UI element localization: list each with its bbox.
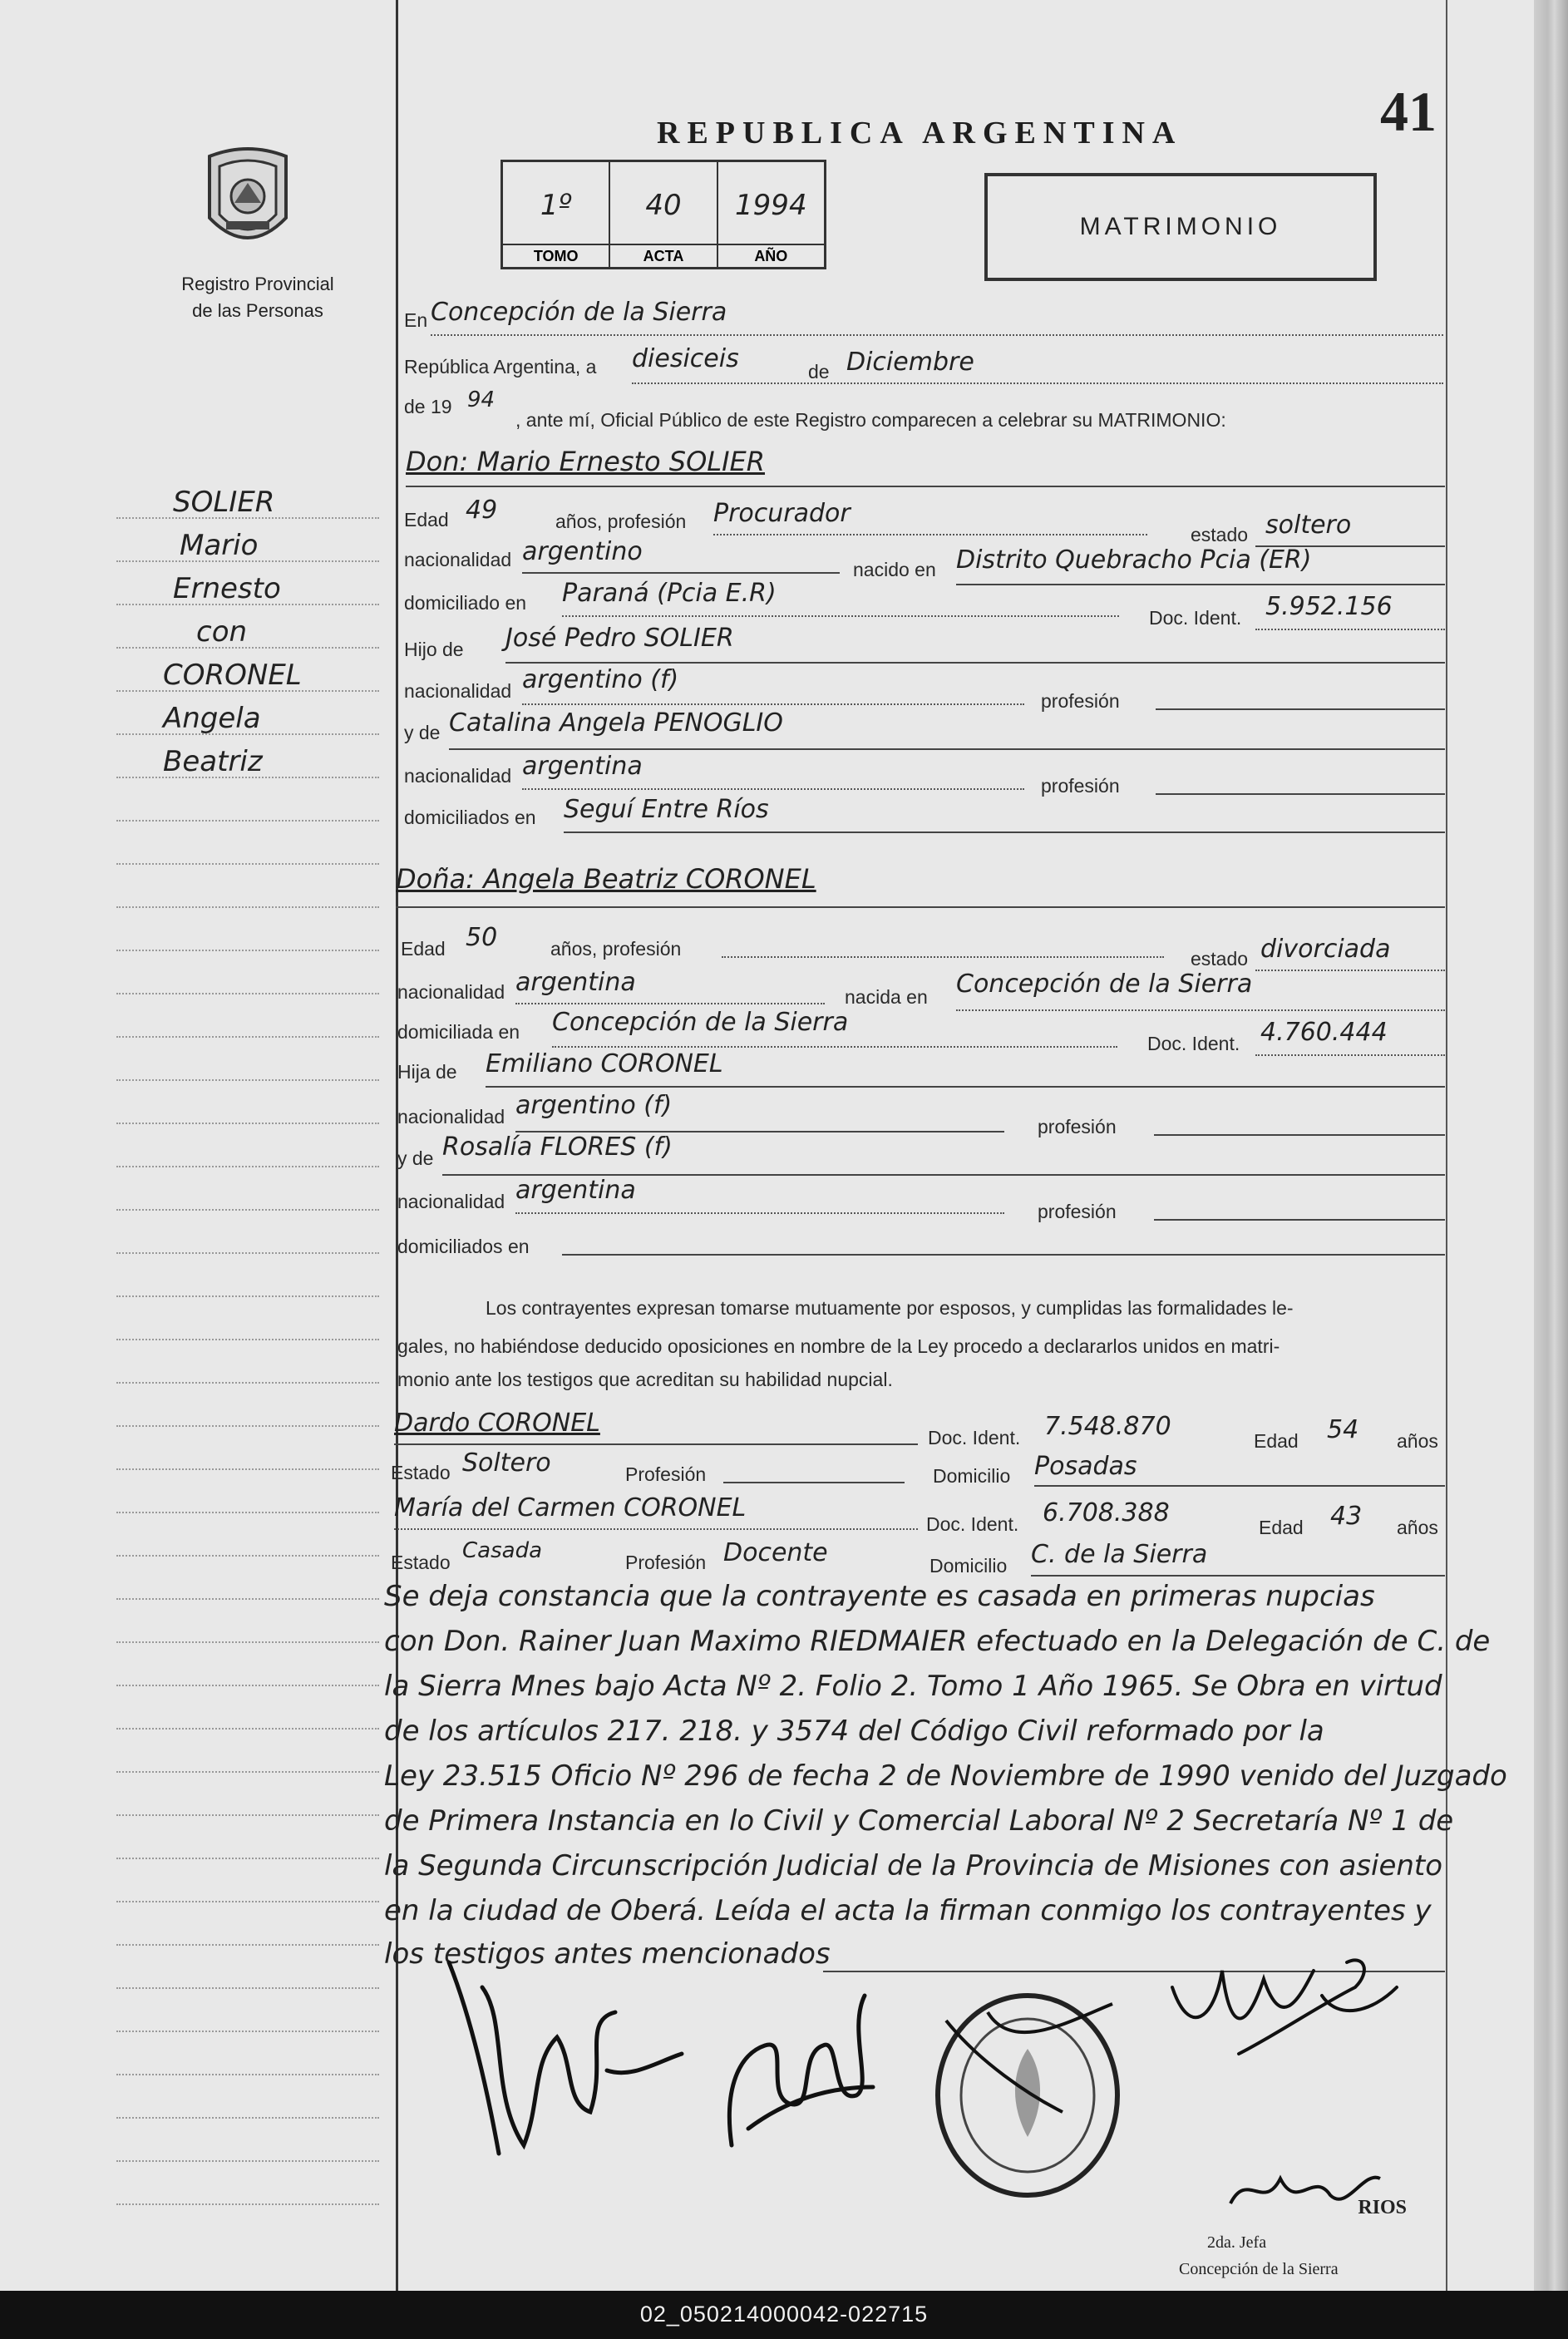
groom-doc-label: Doc. Ident. bbox=[1149, 607, 1242, 629]
declaration-line-3: monio ante los testigos que acreditan su habilidad nupcial. bbox=[397, 1369, 893, 1390]
groom-padre-profesion-line bbox=[1156, 708, 1445, 710]
note-line-6: de Primera Instancia en lo Civil y Comercial Laboral Nº 2 Secretaría Nº 1 de bbox=[384, 1804, 1454, 1838]
official-signature-icon bbox=[1222, 2154, 1388, 2220]
bride-doc-line bbox=[1255, 1054, 1445, 1056]
groom-padre-value: José Pedro SOLIER bbox=[505, 624, 734, 653]
page-edge bbox=[1534, 0, 1568, 2291]
margin-name-1: SOLIER bbox=[173, 486, 275, 519]
margin-name-3: Ernesto bbox=[173, 572, 281, 605]
groom-domiciliados-label: domiciliados en bbox=[404, 807, 536, 828]
groom-edad-label: Edad bbox=[404, 509, 449, 530]
year-prefix: de 19 bbox=[404, 396, 452, 417]
bride-padre-line bbox=[486, 1086, 1445, 1088]
bride-estado-line bbox=[1255, 970, 1445, 971]
tomo-value: 1º bbox=[540, 189, 572, 222]
bride-edad-label: Edad bbox=[401, 938, 446, 960]
note-line-3: la Sierra Mnes bajo Acta Nº 2. Folio 2. Tomo 1 Año 1965. Se Obra en virtud bbox=[384, 1670, 1442, 1703]
de-label: de bbox=[808, 361, 830, 382]
groom-madre-profesion-line bbox=[1156, 793, 1445, 795]
groom-estado-label: estado bbox=[1191, 524, 1249, 545]
note-line-5: Ley 23.515 Oficio Nº 296 de fecha 2 de Noviembre de 1990 venido del Juzgado bbox=[384, 1759, 1507, 1793]
note-line-8: en la ciudad de Oberá. Leída el acta la firman conmigo los contrayentes y bbox=[384, 1894, 1432, 1927]
margin-name-4: con bbox=[196, 615, 248, 649]
witness-1-edad-label: Edad bbox=[1254, 1430, 1299, 1452]
image-filename: 02_050214000042-022715 bbox=[639, 2302, 929, 2327]
witness-1-doc-label: Doc. Ident. bbox=[928, 1427, 1021, 1448]
intro-statement: , ante mí, Oficial Público de este Registro comparecen a celebrar su MATRIMONIO: bbox=[515, 409, 1226, 431]
witness-2-estado-label: Estado bbox=[391, 1552, 451, 1573]
groom-profesion-line bbox=[713, 534, 1147, 535]
groom-nacido-value: Distrito Quebracho Pcia (ER) bbox=[956, 545, 1312, 575]
bride-estado-value: divorciada bbox=[1260, 935, 1391, 964]
groom-anos-profesion-label: años, profesión bbox=[555, 511, 687, 532]
witness-2-profesion-value: Docente bbox=[723, 1538, 828, 1567]
groom-estado-value: soltero bbox=[1265, 511, 1352, 540]
document-type-box: MATRIMONIO bbox=[984, 173, 1377, 281]
witness-1-name-line bbox=[394, 1443, 918, 1445]
groom-madre-nac-label: nacionalidad bbox=[404, 765, 512, 787]
margin-name-5: CORONEL bbox=[163, 659, 302, 692]
acta-cell bbox=[610, 162, 717, 267]
groom-header-line bbox=[406, 486, 1445, 487]
witness-2-profesion-label: Profesión bbox=[625, 1552, 707, 1573]
bride-y-de-label: y de bbox=[397, 1147, 434, 1169]
ano-value: 1994 bbox=[735, 189, 807, 222]
witness-1-name: Dardo CORONEL bbox=[394, 1409, 600, 1438]
official-name: RIOS bbox=[1358, 2197, 1407, 2218]
groom-padre-nac-value: argentino (f) bbox=[522, 665, 679, 694]
witness-2-name-line bbox=[394, 1528, 918, 1530]
bride-nacida-label: nacida en bbox=[845, 986, 928, 1008]
bride-madre-nac-line bbox=[515, 1212, 1004, 1214]
groom-padre-nac-label: nacionalidad bbox=[404, 680, 512, 702]
signature-bride-icon bbox=[715, 1979, 881, 2170]
witness-1-doc-value: 7.548.870 bbox=[1044, 1412, 1171, 1441]
groom-nacido-line bbox=[956, 584, 1445, 585]
note-line-1: Se deja constancia que la contrayente es casada en primeras nupcias bbox=[384, 1580, 1375, 1613]
ano-cell bbox=[718, 162, 824, 267]
country-title: REPUBLICA ARGENTINA bbox=[657, 116, 1183, 151]
bride-padre-profesion-label: profesión bbox=[1038, 1116, 1117, 1137]
bride-nacionalidad-label: nacionalidad bbox=[397, 981, 505, 1003]
groom-hijo-label: Hijo de bbox=[404, 639, 464, 660]
witness-1-anos-label: años bbox=[1397, 1430, 1438, 1452]
witness-2-name: María del Carmen CORONEL bbox=[394, 1493, 747, 1522]
bride-doc-value: 4.760.444 bbox=[1260, 1018, 1388, 1047]
witness-1-profesion-line bbox=[723, 1482, 905, 1483]
witness-2-doc-label: Doc. Ident. bbox=[926, 1513, 1019, 1535]
republic-label: República Argentina, a bbox=[404, 356, 597, 377]
witness-1-estado-label: Estado bbox=[391, 1462, 451, 1483]
witness-2-domicilio-line bbox=[1031, 1575, 1445, 1577]
year-value: 94 bbox=[467, 387, 496, 412]
bride-padre-profesion-line bbox=[1154, 1134, 1445, 1136]
bride-domiciliados-line bbox=[562, 1254, 1445, 1256]
groom-domiciliado-value: Paraná (Pcia E.R) bbox=[562, 579, 777, 608]
witness-1-domicilio-line bbox=[1034, 1485, 1445, 1487]
date-line bbox=[632, 382, 1443, 384]
acta-value: 40 bbox=[645, 189, 682, 222]
place-line bbox=[431, 334, 1443, 336]
groom-profesion-value: Procurador bbox=[713, 499, 851, 528]
margin-name-7: Beatriz bbox=[163, 745, 263, 778]
bride-madre-profesion-line bbox=[1154, 1219, 1445, 1221]
tomo-label: TOMO bbox=[503, 244, 609, 267]
groom-domiciliados-value: Seguí Entre Ríos bbox=[564, 795, 769, 824]
signature-witness-icon bbox=[1156, 1937, 1405, 2104]
bride-padre-nac-value: argentino (f) bbox=[515, 1091, 673, 1120]
groom-nacionalidad-value: argentino bbox=[522, 537, 643, 566]
bride-padre-nac-label: nacionalidad bbox=[397, 1106, 505, 1128]
registry-label bbox=[125, 271, 391, 324]
page-number: 41 bbox=[1380, 80, 1437, 143]
bride-domiciliada-label: domiciliada en bbox=[397, 1021, 520, 1043]
bride-profesion-line bbox=[722, 956, 1164, 958]
bride-header: Doña: Angela Beatriz CORONEL bbox=[396, 863, 816, 895]
bride-hija-label: Hija de bbox=[397, 1061, 457, 1083]
bride-madre-nac-label: nacionalidad bbox=[397, 1191, 505, 1212]
bride-madre-nac-value: argentina bbox=[515, 1176, 636, 1205]
witness-2-doc-value: 6.708.388 bbox=[1043, 1498, 1170, 1527]
bride-nacionalidad-value: argentina bbox=[515, 968, 636, 997]
groom-nacionalidad-label: nacionalidad bbox=[404, 549, 512, 570]
witness-2-domicilio-value: C. de la Sierra bbox=[1031, 1540, 1208, 1569]
groom-madre-line bbox=[449, 748, 1445, 750]
groom-domiciliado-label: domiciliado en bbox=[404, 592, 527, 614]
witness-1-estado-value: Soltero bbox=[462, 1448, 551, 1478]
groom-nacido-label: nacido en bbox=[853, 559, 936, 580]
bride-anos-profesion-label: años, profesión bbox=[550, 938, 682, 960]
groom-y-de-label: y de bbox=[404, 722, 441, 743]
groom-padre-line bbox=[505, 662, 1445, 664]
groom-doc-line bbox=[1255, 629, 1445, 630]
right-margin-line bbox=[1446, 0, 1447, 2291]
bride-nacida-line bbox=[956, 1009, 1445, 1011]
signature-groom-icon bbox=[432, 1937, 707, 2187]
groom-madre-value: Catalina Angela PENOGLIO bbox=[449, 708, 783, 738]
groom-madre-nac-line bbox=[522, 788, 1024, 790]
month-value: Diciembre bbox=[846, 348, 974, 377]
bride-edad-value: 50 bbox=[466, 923, 498, 952]
place-value: Concepción de la Sierra bbox=[431, 298, 727, 327]
bride-estado-label: estado bbox=[1191, 948, 1249, 970]
bride-madre-profesion-label: profesión bbox=[1038, 1201, 1117, 1222]
provincial-emblem-icon bbox=[201, 141, 294, 259]
groom-doc-value: 5.952.156 bbox=[1265, 592, 1393, 621]
groom-padre-profesion-label: profesión bbox=[1041, 690, 1120, 712]
record-reference-box bbox=[500, 160, 826, 269]
witness-1-edad-value: 54 bbox=[1327, 1415, 1359, 1444]
groom-madre-profesion-label: profesión bbox=[1041, 775, 1120, 797]
groom-nacionalidad-line bbox=[522, 572, 840, 574]
groom-domiciliados-line bbox=[564, 831, 1445, 833]
groom-header: Don: Mario Ernesto SOLIER bbox=[406, 446, 765, 477]
margin-name-2: Mario bbox=[180, 529, 259, 562]
day-value: diesiceis bbox=[632, 344, 739, 373]
bride-nacionalidad-line bbox=[515, 1003, 825, 1004]
groom-madre-nac-value: argentina bbox=[522, 752, 643, 781]
note-line-7: la Segunda Circunscripción Judicial de la Provincia de Misiones con asiento bbox=[384, 1849, 1443, 1883]
official-place: Concepción de la Sierra bbox=[1179, 2260, 1339, 2278]
note-line-9: los testigos antes mencionados bbox=[384, 1937, 831, 1971]
ano-label: AÑO bbox=[718, 244, 824, 267]
bride-doc-label: Doc. Ident. bbox=[1147, 1033, 1240, 1054]
official-seal-icon bbox=[929, 1987, 1126, 2203]
acta-label: ACTA bbox=[610, 244, 716, 267]
margin-name-6: Angela bbox=[163, 702, 261, 735]
witness-2-domicilio-label: Domicilio bbox=[929, 1555, 1008, 1577]
groom-padre-nac-line bbox=[522, 703, 1024, 705]
witness-1-profesion-label: Profesión bbox=[625, 1463, 707, 1485]
witness-2-estado-value: Casada bbox=[462, 1538, 543, 1563]
bride-domiciliada-value: Concepción de la Sierra bbox=[552, 1008, 849, 1037]
note-line-2: con Don. Rainer Juan Maximo RIEDMAIER efectuado en la Delegación de C. de bbox=[384, 1625, 1491, 1658]
note-line-4: de los artículos 217. 218. y 3574 del Código Civil reformado por la bbox=[384, 1715, 1324, 1748]
groom-domiciliado-line bbox=[562, 615, 1119, 617]
bride-nacida-value: Concepción de la Sierra bbox=[956, 970, 1253, 999]
witness-1-domicilio-value: Posadas bbox=[1034, 1452, 1137, 1481]
declaration-line-1: Los contrayentes expresan tomarse mutuamente por esposos, y cumplidas las formalidades le- bbox=[486, 1297, 1294, 1319]
registry-text: Registro Provincial de las Personas bbox=[181, 274, 334, 321]
witness-2-edad-label: Edad bbox=[1259, 1517, 1304, 1538]
witness-1-domicilio-label: Domicilio bbox=[933, 1465, 1011, 1487]
tomo-cell bbox=[503, 162, 610, 267]
en-label: En bbox=[404, 309, 428, 331]
bride-domiciliada-line bbox=[552, 1046, 1117, 1048]
bride-madre-value: Rosalía FLORES (f) bbox=[442, 1132, 673, 1162]
bride-padre-value: Emiliano CORONEL bbox=[486, 1049, 723, 1078]
official-title: 2da. Jefa bbox=[1207, 2233, 1267, 2252]
witness-2-anos-label: años bbox=[1397, 1517, 1438, 1538]
witness-2-edad-value: 43 bbox=[1330, 1502, 1363, 1531]
bride-domiciliados-label: domiciliados en bbox=[397, 1236, 530, 1257]
bride-header-line bbox=[396, 906, 1445, 908]
declaration-line-2: gales, no habiéndose deducido oposiciones en nombre de la Ley procedo a declararlos unidos en matri- bbox=[397, 1335, 1280, 1357]
groom-edad-value: 49 bbox=[466, 496, 498, 525]
